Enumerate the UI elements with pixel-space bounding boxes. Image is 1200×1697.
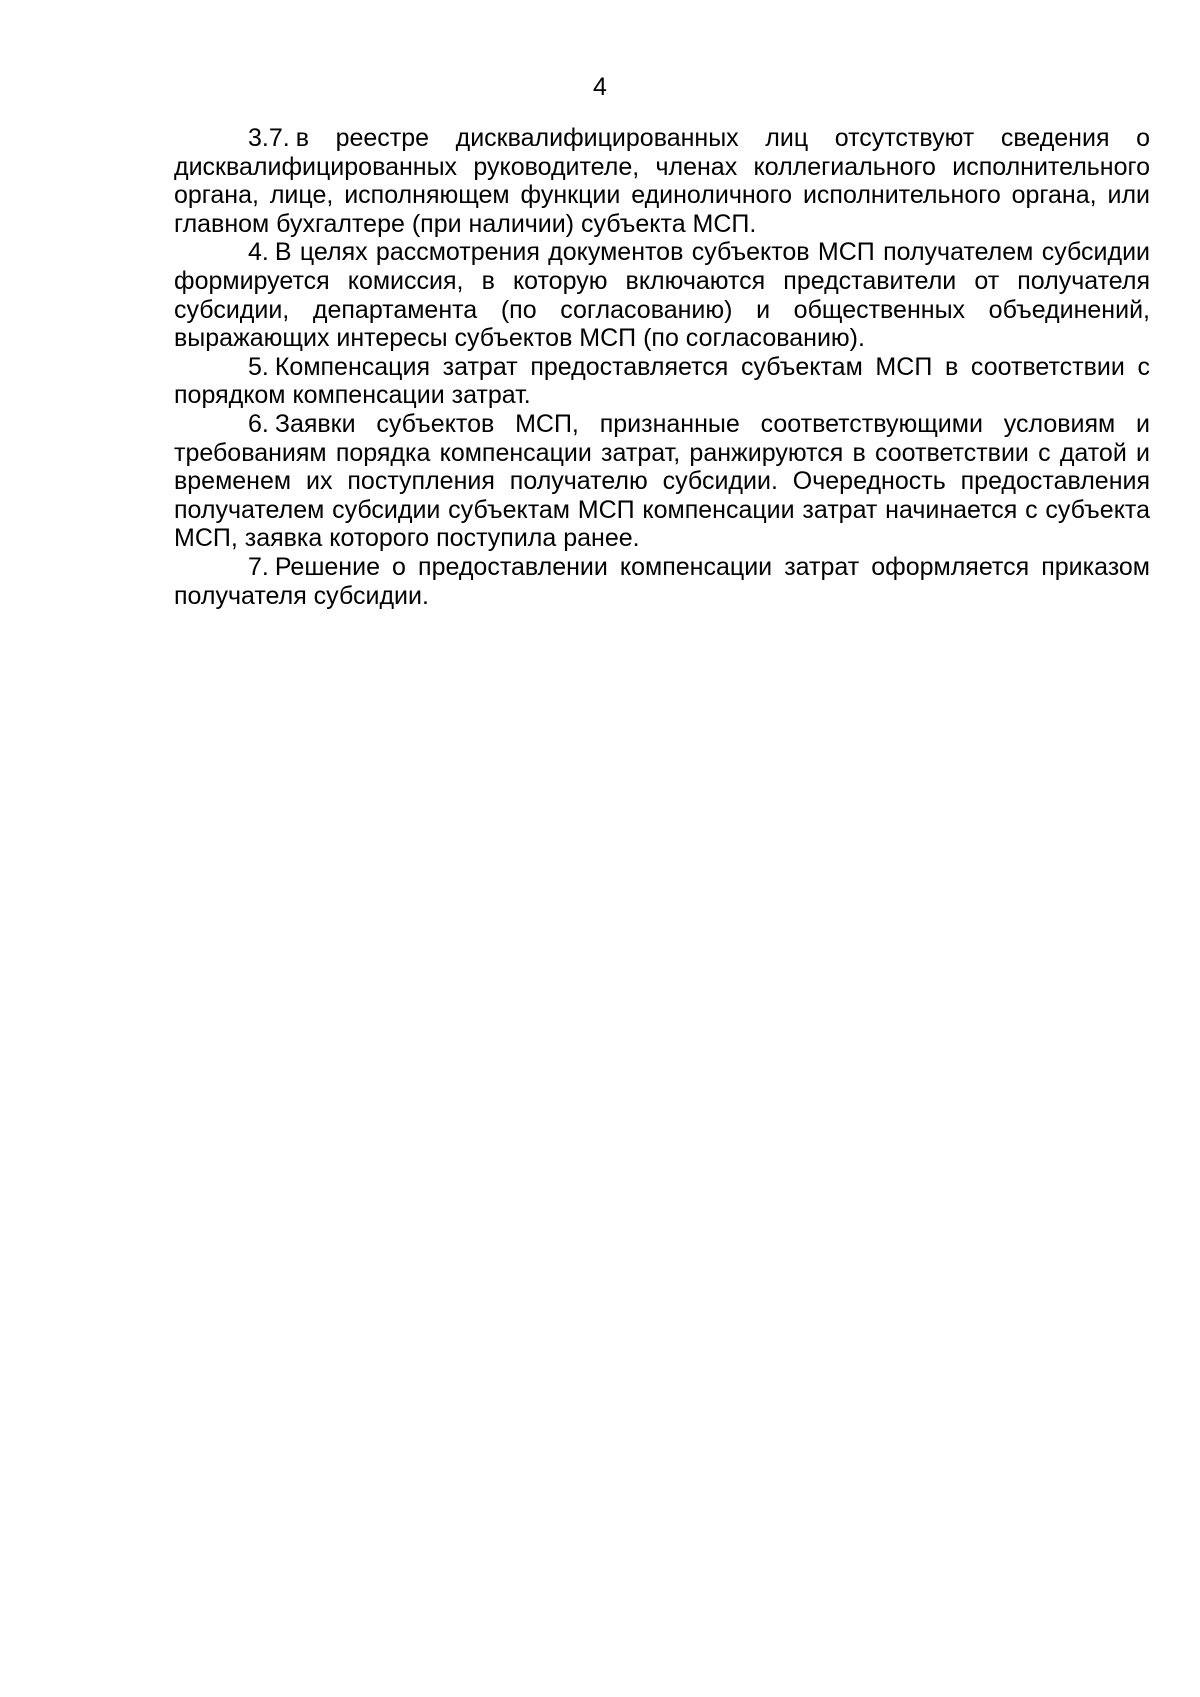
paragraph-text: Компенсация затрат предоставляется субъектам МСП в соответствии с порядком компенсации затрат. bbox=[174, 352, 1150, 410]
document-body bbox=[174, 124, 1150, 610]
paragraph-text: Заявки субъектов МСП, признанные соответствующими условиям и требованиям порядка компенсации затрат, ранжируются в соответствии с датой и временем их поступления получателю субсидии. Очередность предоставления получателем субсидии субъектам МСП компенсации затрат начинается с субъекта МСП, заявка которого поступила ранее. bbox=[174, 409, 1150, 553]
paragraph-number: 3.7. bbox=[248, 124, 290, 152]
paragraph-3-7 bbox=[174, 124, 1150, 238]
paragraph-text: Решение о предоставлении компенсации затрат оформляется приказом получателя субсидии. bbox=[174, 552, 1150, 610]
paragraph-text: В целях рассмотрения документов субъектов МСП получателем субсидии формируется комиссия, в которую включаются представители от получателя субсидии, департамента (по согласованию) и общественных объединений, выражающих интересы субъектов МСП (по согласованию). bbox=[174, 238, 1150, 353]
paragraph-6 bbox=[174, 410, 1150, 553]
paragraph-number: 5. bbox=[248, 352, 269, 381]
paragraph-number: 4. bbox=[248, 238, 269, 267]
paragraph-7 bbox=[174, 553, 1150, 610]
paragraph-text: в реестре дисквалифицированных лиц отсутствуют сведения о дисквалифицированных руководителе, членах коллегиального исполнительного органа, лице, исполняющем функции единоличного исполнительного органа, или главном бухгалтере (при наличии) субъекта МСП. bbox=[174, 124, 1150, 238]
page-number: 4 bbox=[593, 73, 607, 101]
paragraph-number: 6. bbox=[248, 409, 269, 438]
paragraph-4 bbox=[174, 238, 1150, 352]
paragraph-number: 7. bbox=[248, 552, 269, 581]
paragraph-5 bbox=[174, 353, 1150, 410]
